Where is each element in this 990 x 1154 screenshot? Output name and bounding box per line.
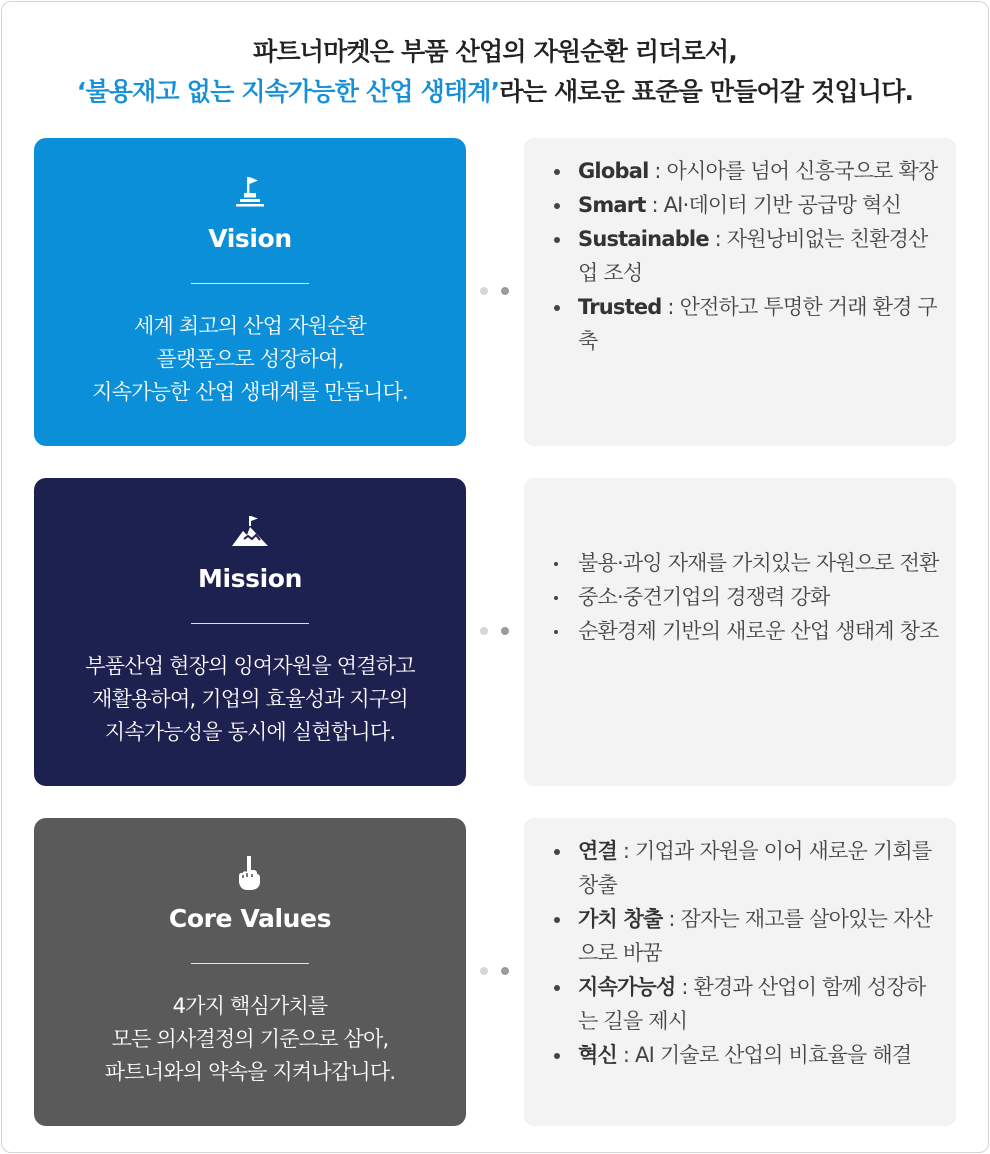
pointing-hand-icon — [34, 854, 466, 888]
values-desc-line: 4가지 핵심가치를 — [172, 994, 328, 1018]
item-separator: : — [662, 907, 681, 931]
mission-title: Mission — [198, 564, 302, 593]
mission-panel — [524, 478, 956, 786]
item-text: AI·데이터 기반 공급망 혁신 — [663, 193, 901, 217]
headline-line-1: 파트너마켓은 부품 산업의 자원순환 리더로서, — [253, 37, 737, 66]
vision-desc-line: 플랫폼으로 성장하여, — [156, 347, 344, 371]
vision-panel — [524, 138, 956, 446]
vision-list — [552, 154, 942, 358]
list-item — [552, 580, 942, 614]
mission-card — [34, 478, 466, 786]
vision-desc-line: 세계 최고의 산업 자원순환 — [134, 314, 366, 338]
vision-title: Vision — [208, 224, 292, 253]
item-separator: : — [616, 1043, 636, 1067]
item-text: AI 기술로 산업의 비효율을 해결 — [635, 1043, 912, 1067]
item-separator: : — [616, 839, 636, 863]
list-item — [552, 290, 942, 358]
page-headline — [0, 32, 990, 112]
mission-desc-line: 재활용하여, 기업의 효율성과 지구의 — [92, 687, 408, 711]
item-text: 중소·중견기업의 경쟁력 강화 — [578, 585, 830, 609]
flag-podium-icon — [34, 174, 466, 208]
item-text: 자원낭비없는 친환경산업 조성 — [578, 227, 928, 285]
item-text: 아시아를 넘어 신흥국으로 확장 — [666, 159, 938, 183]
connector-dots — [480, 627, 512, 637]
mountain-flag-icon — [34, 514, 466, 548]
core-values-divider — [191, 963, 309, 964]
item-label: Sustainable — [578, 227, 709, 251]
item-label: 가치 창출 — [578, 907, 663, 931]
headline-line-2-rest: 라는 새로운 표준을 만들어갈 것입니다. — [499, 77, 914, 106]
mission-list — [552, 546, 942, 648]
list-item — [552, 222, 942, 290]
list-item — [552, 546, 942, 580]
item-text: 순환경제 기반의 새로운 산업 생태계 창조 — [578, 619, 939, 643]
mission-desc-line: 지속가능성을 동시에 실현합니다. — [104, 720, 396, 744]
core-values-card — [34, 818, 466, 1126]
item-separator: : — [648, 159, 667, 183]
vision-desc-line: 지속가능한 산업 생태계를 만듭니다. — [92, 380, 408, 404]
item-text: 기업과 자원을 이어 새로운 기회를 창출 — [578, 839, 932, 897]
item-separator: : — [675, 975, 694, 999]
values-desc-line: 파트너와의 약속을 지켜나갑니다. — [104, 1060, 396, 1084]
vision-description — [34, 310, 466, 409]
list-item — [552, 834, 942, 902]
item-label: 연결 — [578, 839, 617, 863]
item-separator: : — [708, 227, 727, 251]
headline-highlight: ‘불용재고 없는 지속가능한 산업 생태계’ — [76, 77, 500, 106]
connector-dots — [480, 967, 512, 977]
list-item — [552, 154, 942, 188]
mission-description — [34, 650, 466, 749]
list-item — [552, 902, 942, 970]
item-label: 혁신 — [578, 1043, 617, 1067]
core-values-list — [552, 834, 942, 1072]
vision-divider — [191, 283, 309, 284]
core-values-panel — [524, 818, 956, 1126]
item-text: 불용·과잉 자재를 가치있는 자원으로 전환 — [578, 551, 939, 575]
list-item — [552, 614, 942, 648]
item-label: Global — [578, 159, 649, 183]
item-label: 지속가능성 — [578, 975, 676, 999]
item-separator: : — [645, 193, 664, 217]
item-text: 잠자는 재고를 살아있는 자산으로 바꿈 — [578, 907, 932, 965]
core-values-description — [34, 990, 466, 1089]
values-desc-line: 모든 의사결정의 기준으로 삼아, — [111, 1027, 389, 1051]
item-separator: : — [661, 295, 680, 319]
mission-divider — [191, 623, 309, 624]
core-values-title: Core Values — [168, 904, 332, 933]
headline-line-2 — [0, 72, 990, 112]
item-label: Smart — [578, 193, 646, 217]
item-text: 안전하고 투명한 거래 환경 구축 — [578, 295, 937, 353]
mission-desc-line: 부품산업 현장의 잉여자원을 연결하고 — [85, 654, 415, 678]
connector-dots — [480, 287, 512, 297]
item-label: Trusted — [578, 295, 662, 319]
list-item — [552, 1038, 942, 1072]
list-item — [552, 970, 942, 1038]
vision-card — [34, 138, 466, 446]
item-text: 환경과 산업이 함께 성장하는 길을 제시 — [578, 975, 926, 1033]
list-item — [552, 188, 942, 222]
